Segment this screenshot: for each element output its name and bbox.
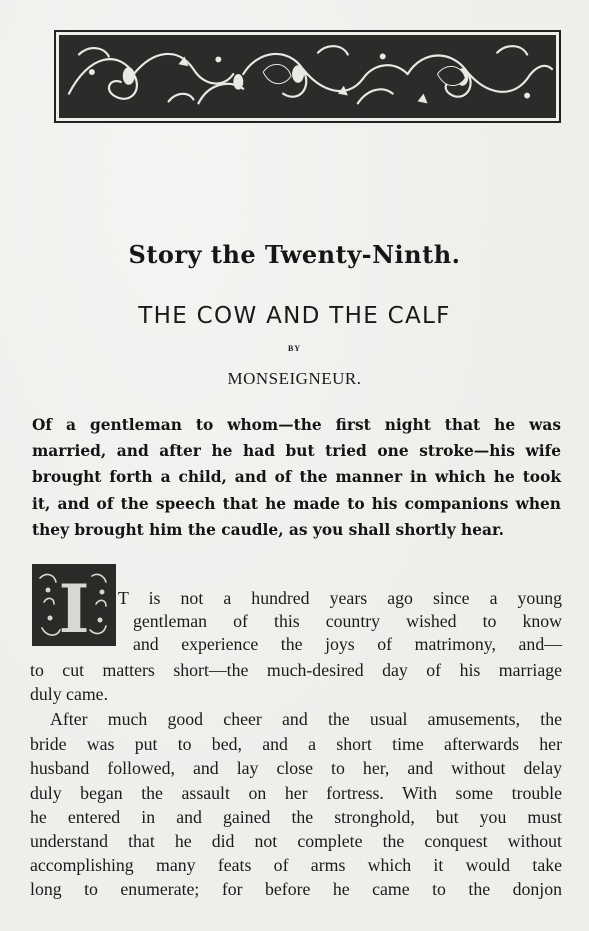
summary-line: they brought him the caudle, as you shall shortly hear.: [32, 520, 505, 539]
body-line: T is not a hundred years ago since a young: [118, 588, 562, 608]
body-line: understand that he did not complete the conquest without: [30, 831, 562, 851]
body-line: accomplishing many feats of arms which it would take: [30, 855, 562, 875]
drop-cap-letter: I: [58, 570, 90, 646]
story-title: THE COW AND THE CALF: [138, 303, 451, 329]
body-line: duly began the assault on her fortress. With some trouble: [30, 783, 562, 803]
body-line: long to enumerate; for before he came to the donjon: [30, 879, 562, 899]
body-line: husband followed, and lay close to her, and without delay: [30, 758, 562, 778]
body-line: bride was put to bed, and a short time afterwards her: [30, 734, 562, 754]
body-line: duly came.: [30, 684, 109, 704]
summary-line: married, and after he had but tried one stroke—his wife: [32, 442, 561, 461]
body-line: and experience the joys of matrimony, and—: [133, 634, 562, 654]
body-line: to cut matters short—the much-desired day of his marriage: [30, 660, 562, 680]
body-line: After much good cheer and the usual amusements, the: [50, 709, 562, 729]
story-heading: Story the Twenty-Ninth.: [128, 240, 461, 269]
story-body: [30, 0, 562, 931]
author-name: MONSEIGNEUR.: [227, 369, 362, 388]
summary-line: brought forth a child, and of the manner in which he took: [32, 468, 561, 487]
body-line: he entered in and gained the stronghold, but you must: [30, 807, 562, 827]
summary-line: it, and of the speech that he made to his companions when: [32, 494, 561, 513]
summary-line: Of a gentleman to whom—the first night that he was: [32, 416, 561, 434]
by-label: BY: [287, 344, 302, 353]
body-line: gentleman of this country wished to know: [133, 611, 562, 631]
